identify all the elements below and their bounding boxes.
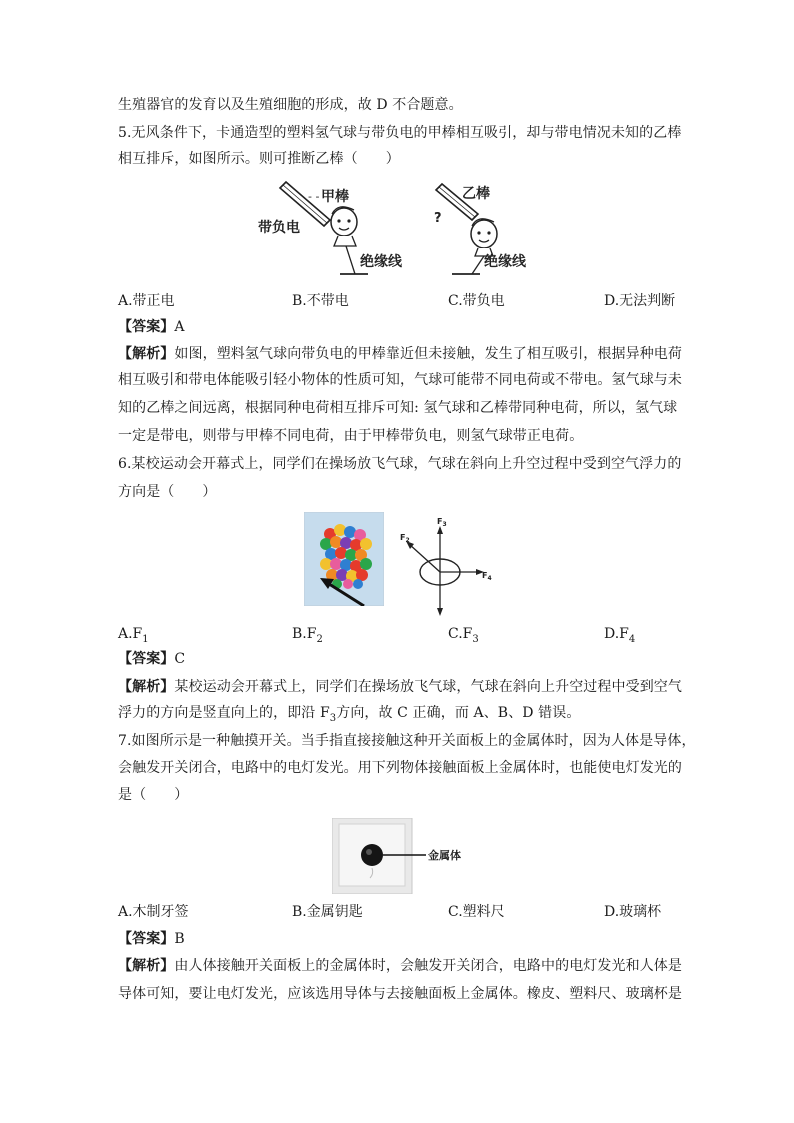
- explanation-line: 导体可知，要让电灯发光，应该选用导体与去接触面板上金属体。橡皮、塑料尺、玻璃杯是: [118, 986, 682, 1002]
- rod-b-label: 乙棒: [462, 186, 490, 202]
- question-6-stem: 6.某校运动会开幕式上，同学们在操场放飞气球，气球在斜向上升空过程中受到空气浮力的: [118, 456, 682, 472]
- explanation-line: [118, 341, 683, 367]
- explanation-text: 如图，塑料氢气球向带负电的甲棒靠近但未接触，发生了相互吸引，根据异种电荷: [174, 346, 683, 362]
- option-letter: B.F: [292, 626, 317, 642]
- question-7-prompt-close: ）: [174, 787, 189, 803]
- figure-touch-switch: [332, 818, 482, 894]
- unknown-charge-mark: ?: [434, 211, 442, 226]
- answer-value: B: [174, 931, 185, 947]
- question-7-prompt: 是（: [118, 787, 147, 803]
- explanation-line: [118, 953, 683, 979]
- rod-a-charge-signs: - -: [308, 190, 320, 203]
- force-f2-sub: 2: [405, 537, 410, 544]
- explanation-tag: 【解析】: [118, 958, 175, 974]
- option-a: A.木制牙签: [118, 904, 189, 920]
- question-6-stem-cont: [118, 479, 678, 505]
- option-d: D.无法判断: [604, 293, 676, 309]
- explanation-text: 方向，故 C 正确，而 A、B、D 错误。: [336, 705, 581, 721]
- force-f3-label: F: [437, 517, 443, 526]
- question-5-prompt-close: ）: [385, 151, 400, 167]
- force-f3-sub: 3: [442, 521, 447, 528]
- svg-text:F3: [437, 517, 447, 528]
- text-line: 生殖器官的发育以及生殖细胞的形成，故 D 不合题意。: [118, 97, 463, 113]
- insulating-line-label-left: 绝缘线: [360, 254, 402, 270]
- question-6-prompt: 方向是（: [118, 484, 175, 500]
- question-6-prompt-close: ）: [202, 484, 217, 500]
- figure-balloons-photo: [304, 512, 384, 606]
- figure-force-diagram: [392, 514, 502, 620]
- explanation-text: 由人体接触开关面板上的金属体时，会触发开关闭合，电路中的电灯发光和人体是: [174, 958, 683, 974]
- question-5-prompt: 相互排斥，如图所示。则可推断乙棒（: [118, 151, 358, 167]
- question-7-stem: 7.如图所示是一种触摸开关。当手指直接接触这种开关面板上的金属体时，因为人体是导体，: [118, 733, 696, 749]
- option-subscript: 1: [142, 633, 149, 645]
- explanation-text: 某校运动会开幕式上，同学们在操场放飞气球，气球在斜向上升空过程中受到空气: [174, 679, 683, 695]
- question-7-stem-cont: [118, 782, 678, 808]
- answer-value: A: [174, 319, 185, 335]
- question-7-stem-cont: 会触发开关闭合，电路中的电灯发光。用下列物体接触面板上金属体时，也能使电灯发光的: [118, 760, 682, 776]
- option-c: C.带负电: [448, 293, 505, 309]
- explanation-tag: 【解析】: [118, 679, 175, 695]
- negative-charge-label: 带负电: [258, 220, 300, 236]
- option-subscript: 4: [628, 633, 636, 645]
- question-5-stem-cont: [118, 146, 678, 172]
- insulating-line-label-right: 绝缘线: [484, 254, 526, 270]
- option-subscript: 2: [316, 633, 323, 645]
- answer-line: [118, 926, 678, 952]
- svg-text:F2: [400, 533, 410, 544]
- answer-line: [118, 646, 678, 672]
- answer-tag: 【答案】: [118, 651, 175, 667]
- explanation-line: [118, 674, 683, 700]
- option-letter: C.F: [448, 626, 473, 642]
- option-b: B.不带电: [292, 293, 349, 309]
- option-a: A.带正电: [118, 293, 175, 309]
- answer-value: C: [174, 651, 186, 667]
- svg-text:F4: [482, 571, 492, 582]
- answer-line: [118, 314, 678, 340]
- option-b: B.金属钥匙: [292, 904, 363, 920]
- answer-tag: 【答案】: [118, 931, 175, 947]
- option-d: D.玻璃杯: [604, 904, 662, 920]
- option-letter: A.F: [118, 626, 143, 642]
- question-5-stem: 5.无风条件下，卡通造型的塑料氢气球与带负电的甲棒相互吸引，却与带电情况未知的乙棒: [118, 125, 682, 141]
- option-subscript: 3: [472, 633, 479, 645]
- metal-body-label: 金属体: [428, 849, 461, 862]
- option-c: C.塑料尺: [448, 904, 505, 920]
- explanation-tag: 【解析】: [118, 346, 175, 362]
- explanation-text: 浮力的方向是竖直向上的，即沿 F: [118, 705, 330, 721]
- force-f4-label: F: [482, 571, 488, 580]
- answer-tag: 【答案】: [118, 319, 175, 335]
- explanation-line: 知的乙棒之间远离，根据同种电荷相互排斥可知: 氢气球和乙棒带同种电荷，所以，氢气球: [118, 400, 678, 416]
- force-f2-label: F: [400, 533, 406, 542]
- force-f4-sub: 4: [487, 575, 492, 582]
- explanation-line: 一定是带电，则带与甲棒不同电荷，由于甲棒带负电，则氢气球带正电荷。: [118, 428, 584, 444]
- rod-a-label: 甲棒: [321, 189, 349, 205]
- figure-balloon-rods: [258, 176, 538, 280]
- explanation-line: 相互吸引和带电体能吸引轻小物体的性质可知，气球可能带不同电荷或不带电。氢气球与未: [118, 372, 682, 388]
- metal-contact: [361, 844, 383, 866]
- option-letter: D.F: [604, 626, 629, 642]
- force-subscript: 3: [329, 712, 337, 724]
